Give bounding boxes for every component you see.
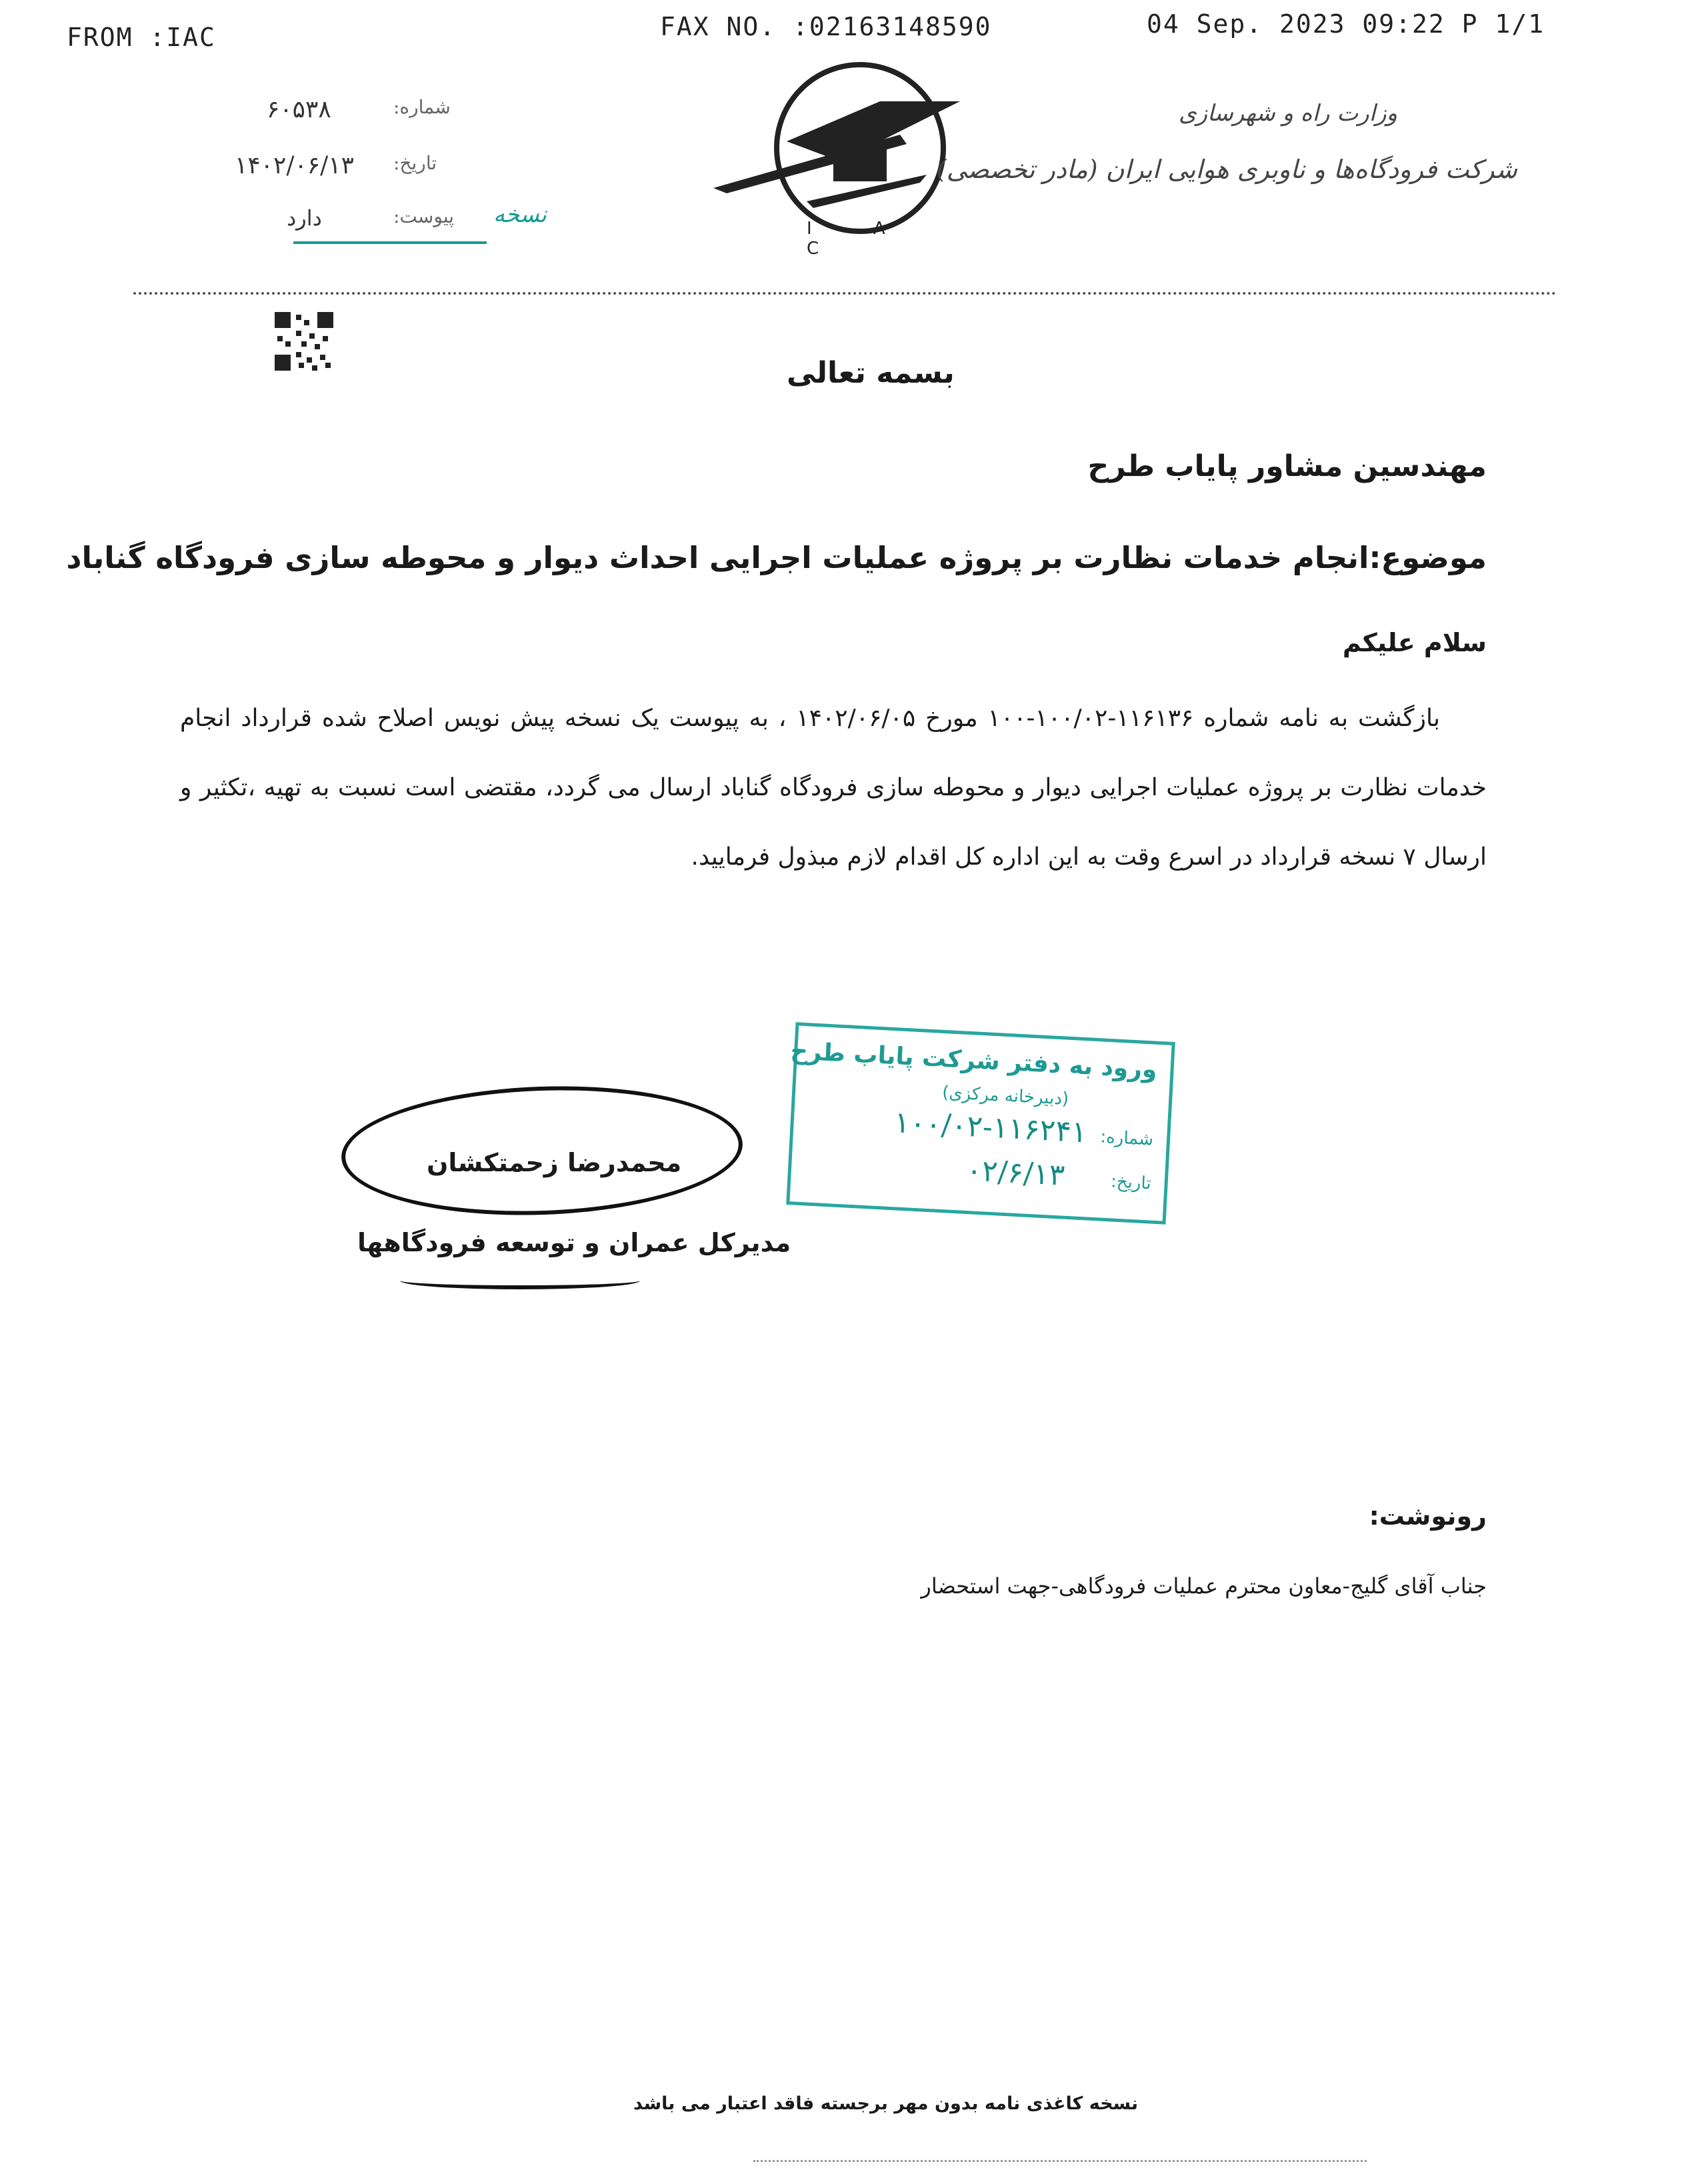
fax-number: FAX NO. :02163148590 xyxy=(660,12,992,41)
opening-invocation: بسمه تعالی xyxy=(787,356,955,390)
stamp-subtitle: (دبیرخانه مرکزی) xyxy=(941,1082,1069,1109)
letter-meta xyxy=(227,93,573,253)
ministry-name: وزارت راه و شهرسازی xyxy=(1178,100,1397,127)
footer-note: نسخه کاغذی نامه بدون مهر برجسته فاقد اعتبار می باشد xyxy=(633,2093,1139,2114)
stamp-date-label: تاریخ: xyxy=(1110,1171,1152,1194)
signature-underline xyxy=(400,1272,640,1289)
subject: موضوع:انجام خدمات نظارت بر پروژه عملیات اجرایی احداث دیوار و محوطه سازی فرودگاه گناباد xyxy=(66,540,1487,575)
attachment-label: پیوست: xyxy=(393,205,455,227)
letter-number-value: ۶۰۵۳۸ xyxy=(267,96,331,123)
incoming-stamp xyxy=(786,1022,1175,1224)
company-logo xyxy=(707,61,973,259)
signatory-title: مدیرکل عمران و توسعه فرودگاهها xyxy=(357,1228,791,1257)
letter-number-label: شماره: xyxy=(393,96,451,118)
signatory-name: محمدرضا زحمتکشان xyxy=(427,1148,682,1177)
footer-faded-line xyxy=(753,2160,1367,2171)
header-separator xyxy=(133,292,1557,295)
attachment-value: دارد xyxy=(287,205,322,231)
letter-body: بازگشت به نامه شماره ۱۱۶۱۳۶-۱۰۰/۰۲-۱۰۰ مورخ ۱۴۰۲/۰۶/۰۵ ، به پیوست یک نسخه پیش نویس اصلاح شده قرارداد انجام خدمات نظارت بر پروژه عملیات اجرایی دیوار و محوطه سازی فرودگاه گناباد ارسال می گردد، مقتضی است نسبت به تهیه ،تکثیر و ارسال ۷ نسخه قرارداد در اسرع وقت به این اداره کل اقدام لازم مبذول فرمایید. xyxy=(180,705,1487,871)
fax-from: FROM :IAC xyxy=(67,23,216,52)
letter-date-label: تاریخ: xyxy=(393,152,437,174)
qr-code-icon xyxy=(275,312,333,371)
stamp-date-value: ۰۲/۶/۱۳ xyxy=(965,1153,1066,1193)
stamp-number-value: ۱۰۰/۰۲-۱۱۶۲۴۱ xyxy=(893,1105,1088,1150)
qr-code xyxy=(275,312,333,371)
recipient: مهندسین مشاور پایاب طرح xyxy=(1087,449,1487,483)
attachment-handwritten-note: نسخه xyxy=(493,201,547,228)
stamp-title: ورود به دفتر شرکت پایاب طرح xyxy=(789,1037,1158,1084)
logo-letters: I A C xyxy=(807,219,913,259)
company-name: شرکت فرودگاه‌ها و ناوبری هوایی ایران (مادر تخصصی) xyxy=(936,155,1517,184)
fax-datetime: 04 Sep. 2023 09:22 P 1/1 xyxy=(1147,9,1545,39)
attachment-underline xyxy=(293,241,487,244)
cc-line: جناب آقای گلیج-معاون محترم عملیات فرودگاهی-جهت استحضار xyxy=(921,1573,1487,1599)
stamp-number-label: شماره: xyxy=(1099,1127,1154,1150)
greeting: سلام علیکم xyxy=(1342,628,1487,657)
cc-label: رونوشت: xyxy=(1369,1501,1487,1531)
letter-date-value: ۱۴۰۲/۰۶/۱۳ xyxy=(235,152,354,179)
